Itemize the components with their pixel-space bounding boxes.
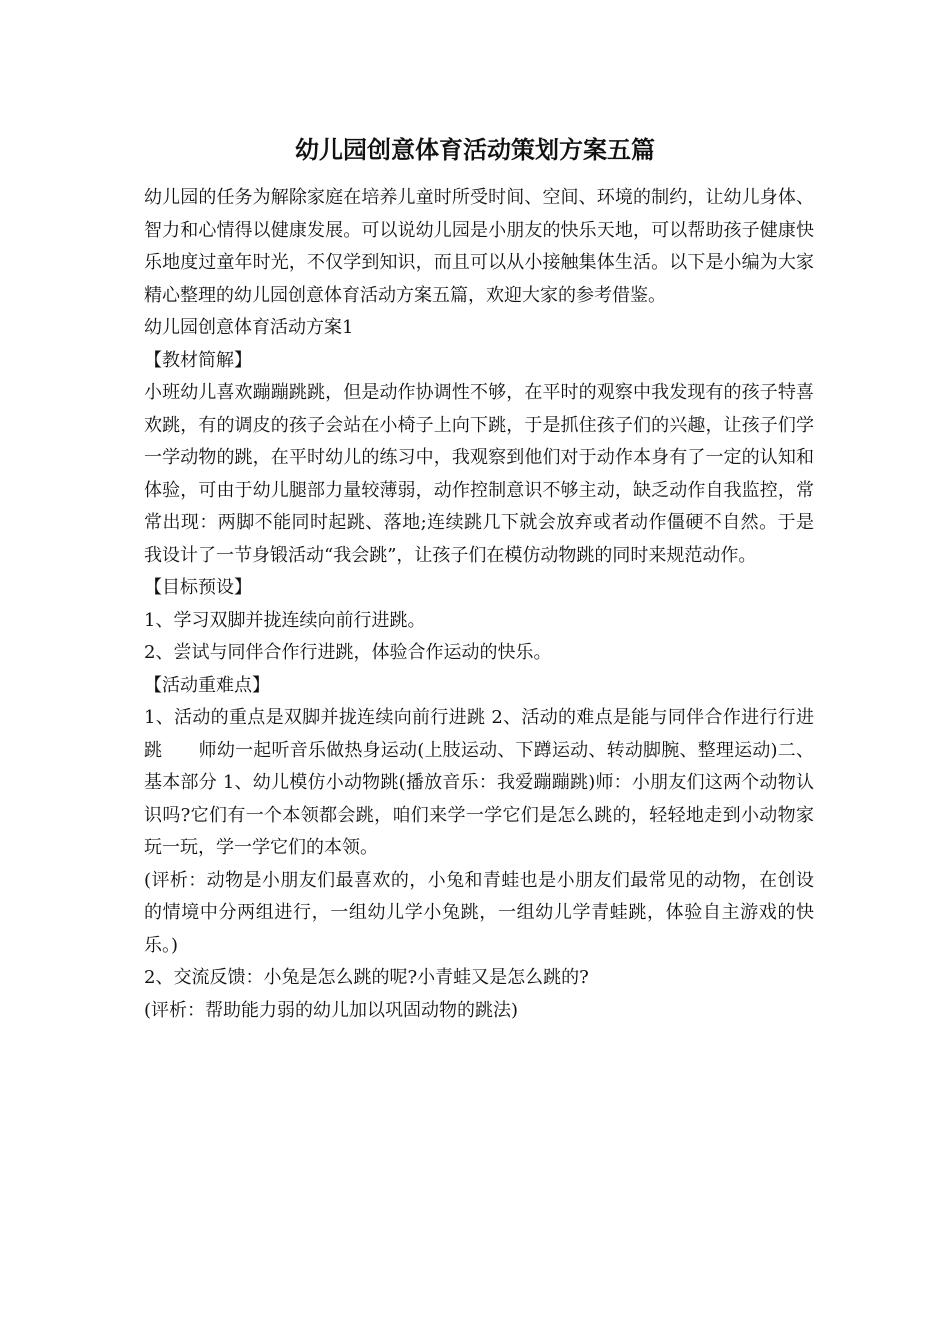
document-body <box>144 182 814 1027</box>
section-label-key-points: 【活动重难点】 <box>144 674 270 696</box>
section-heading-plan-1: 幼儿园创意体育活动方案1 <box>144 317 354 338</box>
comment-paragraph-2: (评析：帮助能力弱的幼儿加以巩固动物的跳法) <box>144 999 519 1021</box>
section-label-goals: 【目标预设】 <box>144 577 252 598</box>
materials-paragraph: 小班幼儿喜欢蹦蹦跳跳，但是动作协调性不够，在平时的观察中我发现有的孩子特喜欢跳，有的调皮的孩子会站在小椅子上向下跳，于是抓住孩子们的兴趣，让孩子们学一学动物的跳，在平时幼儿的练习中，我观察到他们对于动作本身有了一定的认知和体验，可由于幼儿腿部力量较薄弱，动作控制意识不够主动，缺乏动作自我监控，常常出现：两脚不能同时起跳、落地;连续跳几下就会放弃或者动作僵硬不自然。于是我设计了一节身锻活动“我会跳”，让孩子们在模仿动物跳的同时来规范动作。 <box>144 382 814 566</box>
goal-item-2: 2、尝试与同伴合作行进跳，体验合作运动的快乐。 <box>144 642 552 663</box>
goal-item-1: 1、学习双脚并拢连续向前行进跳。 <box>144 609 426 631</box>
key-points-paragraph: 1、活动的重点是双脚并拢连续向前行进跳 2、活动的难点是能与同伴合作进行行进跳 师幼一起听音乐做热身运动(上肢运动、下蹲运动、转动脚腕、整理运动)二、基本部分 1、幼儿模仿小动物跳(播放音乐：我爱蹦蹦跳)师：小朋友们这两个动物认识吗?它们有一个本领都会跳，咱们来学一学它们是怎么跳的，轻轻地走到小动物家玩一玩，学一学它们的本领。 <box>144 707 814 858</box>
section-label-materials: 【教材简解】 <box>144 349 252 371</box>
comment-paragraph-1: (评析：动物是小朋友们最喜欢的，小兔和青蛙也是小朋友们最常见的动物，在创设的情境中分两组进行，一组幼儿学小兔跳，一组幼儿学青蛙跳，体验自主游戏的快乐。) <box>144 869 814 956</box>
intro-paragraph: 幼儿园的任务为解除家庭在培养儿童时所受时间、空间、环境的制约，让幼儿身体、智力和心情得以健康发展。可以说幼儿园是小朋友的快乐天地，可以帮助孩子健康快乐地度过童年时光，不仅学到知识，而且可以从小接触集体生活。以下是小编为大家精心整理的幼儿园创意体育活动方案五篇，欢迎大家的参考借鉴。 <box>144 187 814 306</box>
feedback-paragraph: 2、交流反馈：小兔是怎么跳的呢?小青蛙又是怎么跳的? <box>144 967 589 988</box>
document-title: 幼儿园创意体育活动策划方案五篇 <box>295 135 655 164</box>
